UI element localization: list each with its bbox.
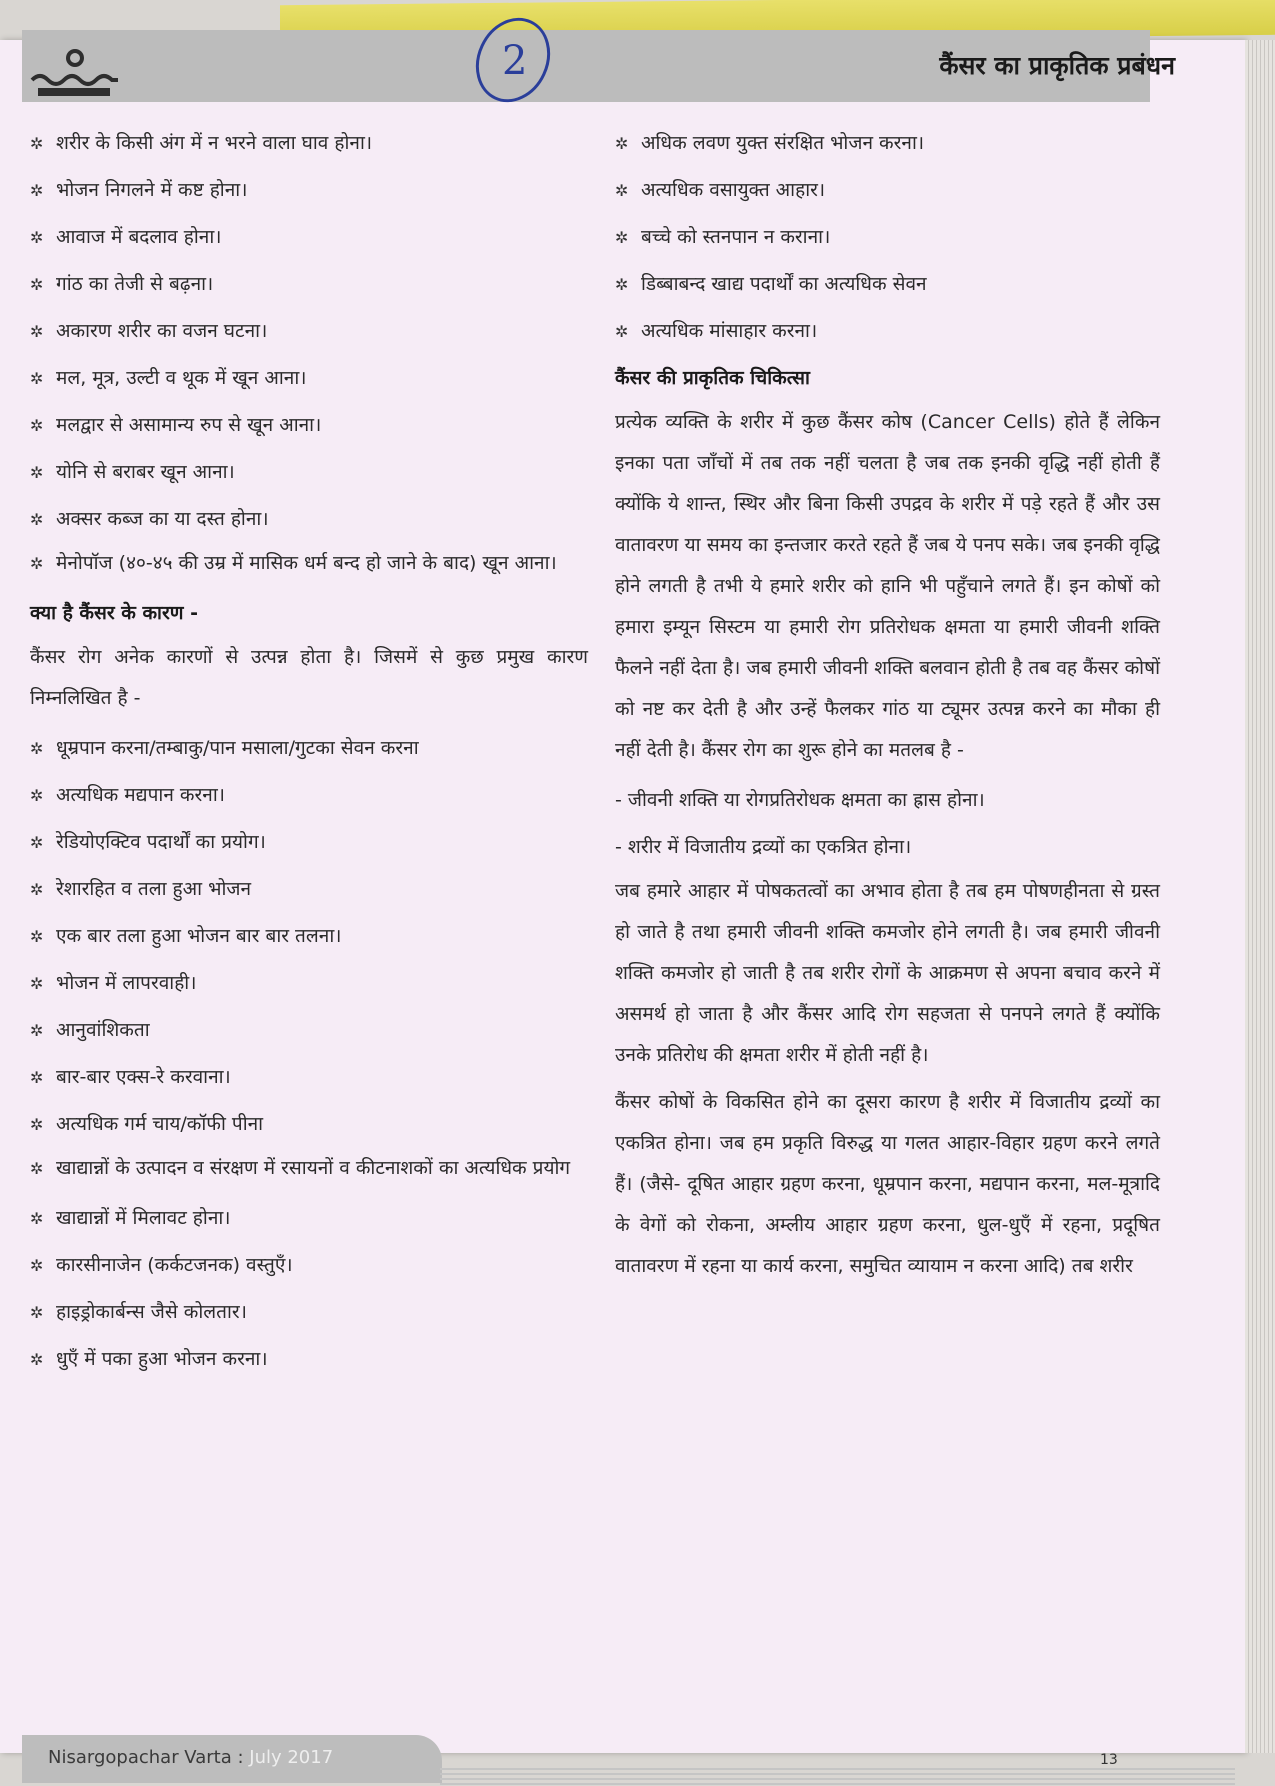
list-item: ✲ आवाज में बदलाव होना। bbox=[30, 214, 588, 261]
page-title: कैंसर का प्राकृतिक प्रबंधन bbox=[939, 51, 1175, 80]
dash-list-item: - जीवनी शक्ति या रोगप्रतिरोधक क्षमता का ह्रास होना। bbox=[615, 789, 985, 811]
list-item: ✲ धूम्रपान करना/तम्बाकु/पान मसाला/गुटका सेवन करना bbox=[30, 725, 588, 772]
dash-list-item: - शरीर में विजातीय द्रव्यों का एकत्रित होना। bbox=[615, 836, 912, 858]
asterisk-bullet-icon: ✲ bbox=[30, 1021, 44, 1040]
list-item: ✲ अत्यधिक गर्म चाय/कॉफी पीना bbox=[30, 1101, 588, 1148]
paragraph: जब हमारे आहार में पोषकतत्वों का अभाव होता है तब हम पोषणहीनता से ग्रस्त हो जाते है तथा हमारी जीवनी शक्ति कमजोर होने लगती है। जब हमारी जीवनी शक्ति कमजोर हो जाती है तब शरीर रोगों के आक्रमण से अपना बचाव करने में असमर्थ हो जाता है और कैंसर आदि रोग सहजता से पनपने लगते हैं क्योंकि उनके प्रतिरोध की क्षमता शरीर में होती नहीं है। bbox=[615, 880, 1160, 1066]
list-item: ✲ भोजन में लापरवाही। bbox=[30, 960, 588, 1007]
asterisk-bullet-icon: ✲ bbox=[30, 1303, 44, 1322]
list-item: ✲ मल, मूत्र, उल्टी व थूक में खून आना। bbox=[30, 355, 588, 402]
footer-rule bbox=[440, 1768, 1235, 1786]
asterisk-bullet-icon: ✲ bbox=[30, 463, 44, 482]
asterisk-bullet-icon: ✲ bbox=[30, 275, 44, 294]
asterisk-bullet-icon: ✲ bbox=[30, 739, 44, 758]
list-item: ✲ अकारण शरीर का वजन घटना। bbox=[30, 308, 588, 355]
page-number: 13 bbox=[1100, 1752, 1118, 1768]
list-item: ✲ मलद्वार से असामान्य रुप से खून आना। bbox=[30, 402, 588, 449]
list-item: ✲ आनुवांशिकता bbox=[30, 1007, 588, 1054]
asterisk-bullet-icon: ✲ bbox=[30, 880, 44, 899]
list-item: ✲ खाद्यान्नों के उत्पादन व संरक्षण में रसायनों व कीटनाशकों का अत्यधिक प्रयोग bbox=[30, 1148, 588, 1189]
asterisk-bullet-icon: ✲ bbox=[30, 554, 44, 573]
paragraph: कैंसर कोषों के विकसित होने का दूसरा कारण है शरीर में विजातीय द्रव्यों का एकत्रित होना। जब हम प्रकृति विरुद्ध या गलत आहार-विहार ग्रहण करने लगते हैं। (जैसे- दूषित आहार ग्रहण करना, धूम्रपान करना, मद्यपान करना, मल-मूत्रादि के वेगों को रोकना, अम्लीय आहार ग्रहण करना, धुल-धुएँ में रहना, प्रदूषित वातावरण में रहना या कार्य करना, समुचित व्यायाम न करना आदि) तब शरीर bbox=[615, 1091, 1160, 1277]
publication-month: July 2017 bbox=[249, 1747, 334, 1768]
handwritten-page-mark bbox=[458, 8, 568, 108]
causes-intro: कैंसर रोग अनेक कारणों से उत्पन्न होता है। जिसमें से कुछ प्रमुख कारण निम्नलिखित है - bbox=[30, 646, 588, 709]
asterisk-bullet-icon: ✲ bbox=[30, 322, 44, 341]
asterisk-bullet-icon: ✲ bbox=[30, 228, 44, 247]
asterisk-bullet-icon: ✲ bbox=[30, 1350, 44, 1369]
list-item: ✲ अत्यधिक मांसाहार करना। bbox=[615, 308, 1160, 355]
asterisk-bullet-icon: ✲ bbox=[30, 833, 44, 852]
asterisk-bullet-icon: ✲ bbox=[30, 1209, 44, 1228]
asterisk-bullet-icon: ✲ bbox=[30, 1115, 44, 1134]
list-item: ✲ रेडियोएक्टिव पदार्थों का प्रयोग। bbox=[30, 819, 588, 866]
asterisk-bullet-icon: ✲ bbox=[30, 927, 44, 946]
list-item: ✲ भोजन निगलने में कष्ट होना। bbox=[30, 167, 588, 214]
asterisk-bullet-icon: ✲ bbox=[615, 275, 629, 294]
left-column bbox=[30, 120, 588, 1383]
footer-publication bbox=[48, 1747, 333, 1768]
list-item: ✲ गांठ का तेजी से बढ़ना। bbox=[30, 261, 588, 308]
asterisk-bullet-icon: ✲ bbox=[615, 181, 629, 200]
list-item: ✲ खाद्यान्नों में मिलावट होना। bbox=[30, 1195, 588, 1242]
publication-name: Nisargopachar Varta : bbox=[48, 1747, 244, 1768]
list-item: ✲ अत्यधिक वसायुक्त आहार। bbox=[615, 167, 1160, 214]
asterisk-bullet-icon: ✲ bbox=[615, 228, 629, 247]
asterisk-bullet-icon: ✲ bbox=[30, 974, 44, 993]
list-item: ✲ अक्सर कब्ज का या दस्त होना। bbox=[30, 496, 588, 543]
page-stack-edge bbox=[1245, 40, 1275, 1753]
asterisk-bullet-icon: ✲ bbox=[30, 181, 44, 200]
asterisk-bullet-icon: ✲ bbox=[30, 1256, 44, 1275]
list-item: ✲ शरीर के किसी अंग में न भरने वाला घाव होना। bbox=[30, 120, 588, 167]
asterisk-bullet-icon: ✲ bbox=[615, 134, 629, 153]
list-item: ✲ बार-बार एक्स-रे करवाना। bbox=[30, 1054, 588, 1101]
list-item: ✲ रेशारहित व तला हुआ भोजन bbox=[30, 866, 588, 913]
therapy-heading: कैंसर की प्राकृतिक चिकित्सा bbox=[615, 367, 810, 389]
list-item: ✲ कारसीनाजेन (कर्कटजनक) वस्तुएँ। bbox=[30, 1242, 588, 1289]
list-item: ✲ डिब्बाबन्द खाद्य पदार्थों का अत्यधिक सेवन bbox=[615, 261, 1160, 308]
asterisk-bullet-icon: ✲ bbox=[30, 510, 44, 529]
asterisk-bullet-icon: ✲ bbox=[30, 134, 44, 153]
list-item: ✲ हाइड्रोकार्बन्स जैसे कोलतार। bbox=[30, 1289, 588, 1336]
asterisk-bullet-icon: ✲ bbox=[30, 1159, 44, 1178]
asterisk-bullet-icon: ✲ bbox=[30, 416, 44, 435]
list-item: ✲ मेनोपॉज (४०-४५ की उम्र में मासिक धर्म बन्द हो जाने के बाद) खून आना। bbox=[30, 543, 588, 584]
asterisk-bullet-icon: ✲ bbox=[30, 369, 44, 388]
list-item: ✲ धुएँ में पका हुआ भोजन करना। bbox=[30, 1336, 588, 1383]
list-item: ✲ योनि से बराबर खून आना। bbox=[30, 449, 588, 496]
asterisk-bullet-icon: ✲ bbox=[30, 786, 44, 805]
paragraph: प्रत्येक व्यक्ति के शरीर में कुछ कैंसर कोष (Cancer Cells) होते हैं लेकिन इनका पता जाँचों में तब तक नहीं चलता है जब तक इनकी वृद्धि नहीं होती हैं क्योंकि ये शान्त, स्थिर और बिना किसी उपद्रव के शरीर में पड़े रहते हैं और उस वातावरण या समय का इन्तजार करते रहते हैं जब ये पनप सके। जब इनकी वृद्धि होने लगती है तभी ये हमारे शरीर को हानि भी पहुँचाने लगते हैं। इन कोषों को हमारा इम्यून सिस्टम या हमारी रोग प्रतिरोधक क्षमता या हमारी जीवनी शक्ति फैलने नहीं देता है। जब हमारी जीवनी शक्ति बलवान होती है तब वह कैंसर कोषों को नष्ट कर देती है और उन्हें फैलकर गांठ या ट्यूमर उत्पन्न करने का मौका ही नहीं देती है। कैंसर रोग का शुरू होने का मतलब है - bbox=[615, 411, 1160, 761]
handwritten-mark-text: 2 bbox=[502, 38, 528, 84]
list-item: ✲ बच्चे को स्तनपान न कराना। bbox=[615, 214, 1160, 261]
magazine-logo-icon bbox=[30, 42, 120, 100]
right-column bbox=[615, 120, 1160, 1293]
list-item: ✲ अत्यधिक मद्यपान करना। bbox=[30, 772, 588, 819]
causes-heading: क्या है कैंसर के कारण - bbox=[30, 602, 198, 624]
list-item: ✲ एक बार तला हुआ भोजन बार बार तलना। bbox=[30, 913, 588, 960]
asterisk-bullet-icon: ✲ bbox=[30, 1068, 44, 1087]
asterisk-bullet-icon: ✲ bbox=[615, 322, 629, 341]
list-item: ✲ अधिक लवण युक्त संरक्षित भोजन करना। bbox=[615, 120, 1160, 167]
